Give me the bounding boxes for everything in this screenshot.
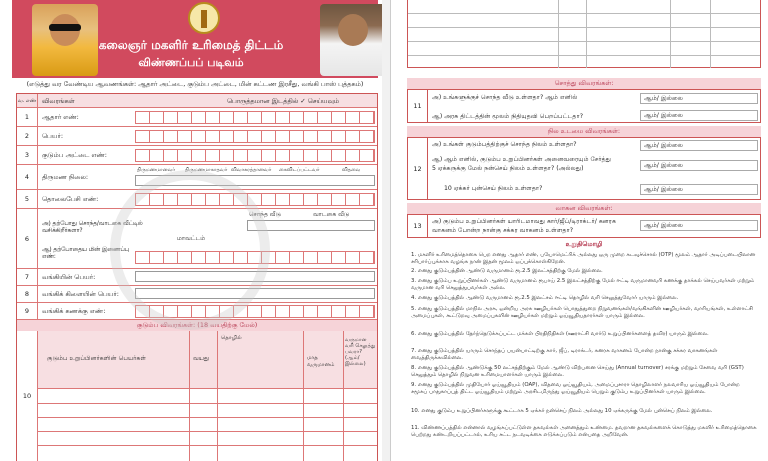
q13-yes-no[interactable]: ஆம்/ இல்லை bbox=[640, 220, 758, 231]
row-number: 7 bbox=[17, 269, 38, 285]
family-table bbox=[17, 331, 377, 461]
watermark-seal bbox=[110, 170, 270, 330]
declaration-item: 6. எனது குடும்பத்தில் தேர்ந்தெடுக்கப்பட்ட மக்கள் பிரதிநிதிகள் (ஊராட்சி வார்டு உறுப்பினர்களைத் தவிர) யாரும் இல்லை. bbox=[411, 331, 709, 337]
form-title: கலைஞர் மகளிர் உரிமைத் திட்டம் bbox=[98, 38, 284, 52]
bank-name-label: வங்கியின் பெயர்: bbox=[42, 273, 96, 281]
q12a-text: அ) உங்கள் குடும்பத்திற்குச் சொந்த நிலம் உள்ளதா? bbox=[432, 141, 577, 148]
question-11 bbox=[407, 89, 761, 123]
account-number-label: வங்கிக் கணக்கு எண்: bbox=[42, 307, 106, 315]
q11b-yes-no[interactable]: ஆம்/ இல்லை bbox=[640, 110, 758, 121]
instruction-header: பொருத்தமான இடத்தில் ✓ செய்யவும் bbox=[227, 97, 340, 105]
declaration-item: 2. எனது குடும்பத்தின் ஆண்டு வருமானம் ரூ.2.5 இலட்சத்திற்கு மேல் இல்லை. bbox=[411, 268, 603, 274]
property-section-header: சொத்து விவரங்கள்: bbox=[407, 78, 761, 89]
col-member-names: குடும்ப உறுப்பினர்களின் பெயர்கள் bbox=[47, 355, 147, 362]
declaration-item: 11. விண்ணப்பத்தில் என்னால் வழங்கப்பட்டுள்ள தகவல்கள் அனைத்தும் உண்மை. தவறான தகவல்களைக் கொடுத்து மகளிர் உரிமைத்தொகை பெற்றது கண்டறியப்பட்டால், உரிய சட்ட நடவடிக்கை எடுக்கப்படும் என்பதை அறிவேன். bbox=[411, 425, 757, 438]
q11b-text: ஆ) அரசு திட்டத்தின் மூலம் நிதியுதவி பெறப்பட்டதா? bbox=[432, 113, 583, 120]
family-section-header: குடும்ப விவரங்கள்: (18 வயதிற்கு மேல்) bbox=[17, 320, 377, 331]
ration-card-label: குடும்ப அட்டை எண்: bbox=[42, 151, 107, 159]
sno-header: வ. எண் bbox=[17, 94, 38, 107]
q11a-yes-no[interactable]: ஆம்/ இல்லை bbox=[640, 93, 758, 104]
form-subtitle: விண்ணப்பப் படிவம் bbox=[138, 56, 244, 69]
col-occupation: தொழில் bbox=[221, 335, 242, 341]
row-number: 8 bbox=[17, 286, 38, 302]
family-table-continued bbox=[407, 0, 761, 68]
declaration-item: 5. எனது குடும்பத்தில் மாநில அரசு, ஒன்றிய அரசு ஊழியர்கள் பொதுத்துறை நிறுவனங்கள்/வங்கிகளின் ஊழியர்கள், வாரியங்கள், உள்ளாட்சி அமைப்புகள், கூட்டுறவு அமைப்புகளின் ஊழியர்கள் மற்றும் ஓய்வூதியதாரர்கள் யாரும் இல்லை. bbox=[411, 306, 753, 319]
q11a-text: அ) உங்களுக்குச் சொந்த வீடு உள்ளதா? ஆம் எனில் bbox=[432, 94, 578, 101]
housing-label: அ) தற்போது சொந்த/வாடகை வீட்டில் வசிக்கிறீர்களா? bbox=[42, 221, 143, 234]
option-unmarried[interactable]: திருமணமாகாதவர் bbox=[185, 167, 228, 173]
aadhaar-label: ஆதார் எண்: bbox=[42, 113, 79, 121]
row-number: 6 bbox=[17, 209, 38, 268]
tn-emblem-icon bbox=[188, 2, 220, 34]
q12b-text: ஆ) ஆம் எனில், குடும்ப உறுப்பினர்கள் அனைவரையும் சேர்த்து 5 ஏக்கருக்கு மேல் நன்செய் நிலம் உள்ளதா? (அல்லது) bbox=[432, 156, 611, 172]
vehicle-section-header: வாகன விவரங்கள்: bbox=[407, 203, 761, 214]
marital-status-label: திருமண நிலை: bbox=[42, 173, 89, 181]
documents-note: (எடுத்து வர வேண்டிய ஆவணங்கள்: ஆதார் அட்டை, குடும்ப அட்டை, மின் கட்டண இரசீது, வங்கி பாஸ் புத்தகம்) bbox=[26, 80, 364, 88]
row-number: 5 bbox=[17, 190, 38, 208]
form-page-left bbox=[0, 0, 382, 461]
option-abandoned[interactable]: கைவிடப்பட்டவர் bbox=[279, 167, 320, 173]
option-divorced[interactable]: விவாகரத்தானவர் bbox=[231, 167, 272, 173]
declaration-item: 7. எனது குடும்பத்தில் யாரும் சொந்தப் பயன்பாட்டிற்கு கார், ஜீப், டிராக்டர், கனரக வாகனம் போன்ற நான்கு சக்கர வாகனங்கள் வைத்திருக்கவில்லை. bbox=[411, 348, 718, 361]
option-rented-house[interactable]: வாடகை வீடு bbox=[313, 211, 350, 218]
table-header bbox=[17, 94, 377, 108]
declaration-item: 10. எனது குடும்ப உறுப்பினர்களுக்கு கூட்டாக 5 ஏக்கர் நன்செய் நிலம் அல்லது 10 ஏக்கருக்கு மேல் புன்செய் நிலம் இல்லை. bbox=[411, 408, 713, 414]
name-label: பெயர்: bbox=[42, 132, 64, 140]
row-number: 1 bbox=[17, 108, 38, 126]
ration-card-input[interactable] bbox=[135, 149, 375, 162]
row-number: 4 bbox=[17, 165, 38, 189]
declaration-item: 1. மகளிர் உரிமைத்தொகை பெற எனது ஆதார் எண், பயோமெட்ரிக் அல்லது ஒரு முறை கடவுச்சொல் (OTP) மூலம் ஆதார் அடிப்படையிலான சரிபார்ப்புக்காக வழங்க நான் இதன் மூலம் ஒப்புக்கொள்கிறேன். bbox=[411, 252, 756, 265]
option-widow[interactable]: விதவை bbox=[342, 167, 361, 173]
table-row bbox=[17, 108, 377, 127]
q12c-text: 10 ஏக்கர் புன்செய் நிலம் உள்ளதா? bbox=[444, 185, 543, 192]
row-number: 11 bbox=[408, 90, 428, 122]
declaration-title: உறுதிமொழி bbox=[565, 240, 603, 248]
q12c-yes-no[interactable]: ஆம்/ இல்லை bbox=[640, 184, 758, 195]
col-income-tax: வருமான வரி செலுத்து பவரா? (ஆம்/ இல்லை) bbox=[345, 337, 376, 367]
declaration-item: 8. எனது குடும்பத்தில் ஆண்டுக்கு 50 லட்சத்திற்கும் மேல் ஆண்டு விற்பனை செய்து (Annual turnover) சரக்கு மற்றும் சேவை வரி (GST) செலுத்தும் தொழில் நிறுவன உரிமையாளர்கள் யாரும் இல்லை. bbox=[411, 365, 744, 378]
col-monthly-income: மாத வருமானம் bbox=[307, 355, 335, 368]
row-number: 12 bbox=[408, 138, 428, 199]
declaration-item: 4. எனது குடும்பத்தில் ஆண்டு வருமானம் ரூ.2.5 இலட்சம் ஈட்டி தொழில் வரி செலுத்துவோர் யாரும் இல்லை. bbox=[411, 295, 679, 301]
declaration-item: 9. எனது குடும்பத்தில் முதியோர் ஓய்வூதியம் (OAP), விதவை ஓய்வூதியம், அமைப்புசாரா தொழிலாளர் நலவாரிய ஓய்வூதியம் போன்ற சமூகப் பாதுகாப்புத் திட்ட ஓய்வூதியம் மற்றும் அரசிடமிருந்து ஓய்வூதியம் பெறும் குடும்ப உறுப்பினர்கள் யாரும் இல்லை. bbox=[411, 382, 740, 395]
row-number: 2 bbox=[17, 127, 38, 145]
aadhaar-input[interactable] bbox=[135, 111, 375, 124]
declaration-section bbox=[407, 240, 761, 461]
row-number: 3 bbox=[17, 146, 38, 164]
eb-number-label: ஆ) தற்போதைய மின் இணைப்பு எண்: bbox=[42, 247, 129, 260]
phone-label: தொலைபேசி எண்: bbox=[42, 195, 99, 203]
row-number: 10 bbox=[17, 331, 38, 461]
district-label: மாவட்டம் bbox=[177, 235, 206, 242]
name-input[interactable] bbox=[135, 130, 375, 143]
details-header: விவரங்கள் bbox=[42, 97, 75, 105]
form-page-right bbox=[390, 0, 768, 461]
option-married[interactable]: திருமணமானவர் bbox=[137, 167, 175, 173]
land-section-header: நில உடமை விவரங்கள்: bbox=[407, 126, 761, 137]
q13-text: அ) குடும்ப உறுப்பினர்கள் யாரிடமாவது கார்/ஜீப்/டிராக்டர்/ கனரக வாகனம் போன்ற நான்கு சக்கர வாகனம் உள்ளதா? bbox=[432, 218, 616, 234]
bank-branch-label: வங்கிக் கிளையின் பெயர்: bbox=[42, 290, 119, 298]
declaration-item: 3. எனது குடும்ப உறுப்பினர்கள் ஆண்டு வருமானம் ரூபாய் 2.5 இலட்சத்திற்கு மேல் ஈட்டி வருமானவரி கணக்கு தாக்கல் செய்பவர்கள் மற்றும் வருமான வரி செலுத்துபவர்கள் அல்ல. bbox=[411, 278, 755, 291]
question-13 bbox=[407, 214, 761, 238]
option-own-house[interactable]: சொந்த வீடு bbox=[249, 211, 281, 218]
row-number: 9 bbox=[17, 303, 38, 319]
table-row bbox=[17, 127, 377, 146]
row-number: 13 bbox=[408, 215, 428, 237]
q12b-yes-no[interactable]: ஆம்/ இல்லை bbox=[640, 160, 758, 171]
col-age: வயது bbox=[193, 355, 210, 362]
q12a-yes-no[interactable]: ஆம்/ இல்லை bbox=[640, 140, 758, 151]
question-12 bbox=[407, 137, 761, 200]
table-row bbox=[17, 146, 377, 165]
